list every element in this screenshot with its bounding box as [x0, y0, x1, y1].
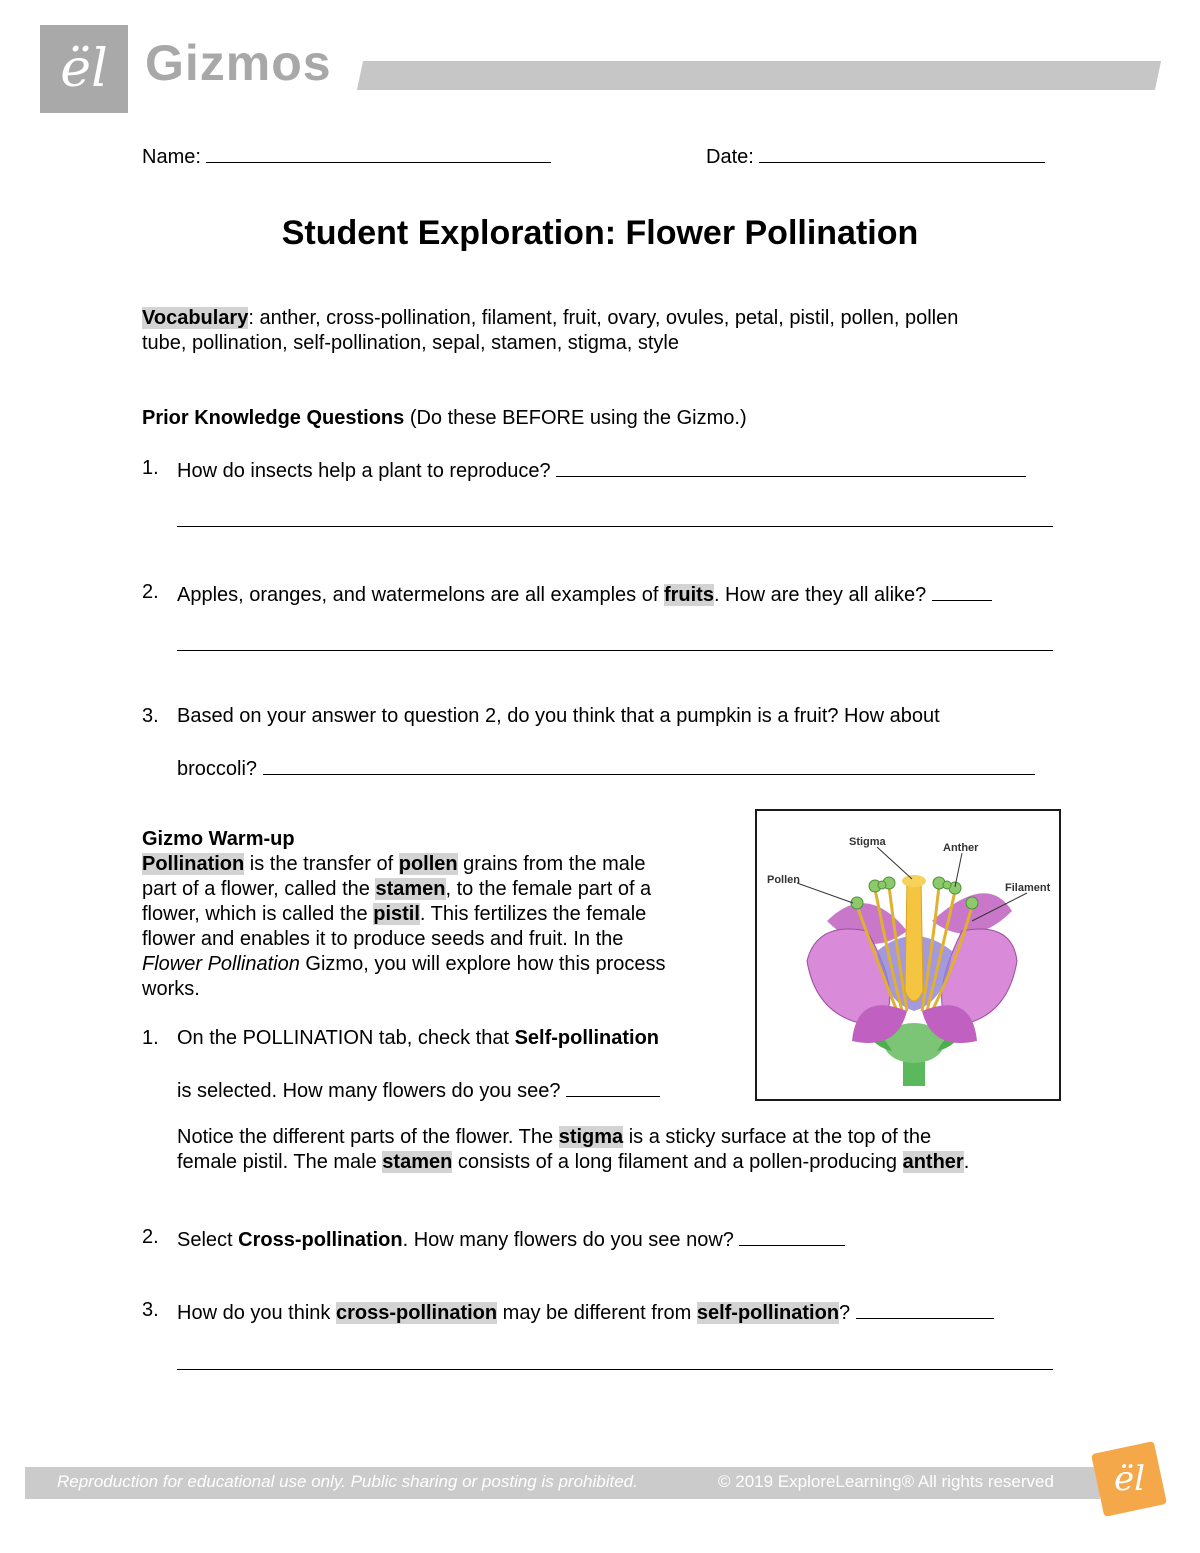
date-field	[706, 142, 1045, 170]
warmup-q3-text-b: may be different from	[497, 1302, 697, 1324]
vocabulary-section	[142, 306, 1062, 356]
warmup-q1-line-1	[177, 1026, 659, 1051]
warmup-q3-hl-self: self-pollination	[696, 1302, 840, 1324]
warmup-text: is the transfer of	[244, 853, 399, 875]
date-line[interactable]	[759, 142, 1045, 163]
warmup-hl-pistil: pistil	[373, 903, 420, 925]
stigma	[902, 875, 926, 887]
prior-q2-highlight: fruits	[663, 584, 714, 606]
prior-q3-line-1: Based on your answer to question 2, do you think that a pumpkin is a fruit? How about	[177, 705, 940, 727]
warmup-line-6: works.	[142, 978, 200, 1000]
warmup-q3-hl-cross: cross-pollination	[335, 1302, 498, 1324]
prior-q3-line-2	[177, 754, 1035, 782]
prior-q2-answer-line[interactable]	[932, 580, 992, 601]
footer-logo	[1091, 1441, 1167, 1517]
warmup-q1-answer-line[interactable]	[566, 1076, 660, 1097]
notice-hl-stigma: stigma	[558, 1126, 624, 1148]
notice-text: Notice the different parts of the flower. The	[177, 1126, 559, 1148]
name-label: Name:	[142, 146, 201, 168]
warmup-q3-text-c: ?	[839, 1302, 851, 1324]
warmup-q2	[177, 1225, 845, 1253]
explorelearning-logo	[40, 25, 128, 113]
warmup-heading: Gizmo Warm-up	[142, 828, 295, 850]
warmup-text: part of a flower, called the	[142, 878, 376, 900]
logo-text: ël	[60, 39, 108, 99]
warmup-text: , to the female part of a	[445, 878, 652, 900]
notice-line-2	[177, 1150, 1077, 1175]
prior-q2-text-b: . How are they all alike?	[713, 584, 927, 606]
notice-hl-stamen: stamen	[382, 1151, 453, 1173]
label-anther: Anther	[943, 842, 979, 854]
date-label: Date:	[706, 146, 754, 168]
warmup-q1-text-a: On the POLLINATION tab, check that	[177, 1027, 515, 1049]
prior-knowledge-heading	[142, 406, 747, 431]
warmup-text: . This fertilizes the female	[419, 903, 647, 925]
prior-q3-answer-line[interactable]	[263, 754, 1035, 775]
prior-q3-text-2: broccoli?	[177, 758, 258, 780]
name-line[interactable]	[206, 142, 551, 163]
prior-heading-text: Prior Knowledge Questions	[142, 407, 405, 429]
footer-logo-text: ël	[1113, 1459, 1145, 1499]
prior-q1-number: 1.	[142, 457, 159, 479]
warmup-line-2	[142, 877, 742, 902]
warmup-q2-cross-pollination: Cross-pollination	[238, 1229, 403, 1251]
warmup-q1-text-c: is selected. How many flowers do you see?	[177, 1080, 561, 1102]
warmup-gizmo-name: Flower Pollination	[142, 953, 300, 975]
warmup-line-3	[142, 902, 742, 927]
flower-illustration	[757, 811, 1059, 1099]
prior-q2-text-a: Apples, oranges, and watermelons are all examples of	[177, 584, 664, 606]
header-bar	[357, 61, 1161, 90]
warmup-q2-number: 2.	[142, 1226, 159, 1248]
footer-notice: Reproduction for educational use only. Public sharing or posting is prohibited.	[57, 1472, 638, 1491]
vocabulary-line-2: tube, pollination, self-pollination, sepal, stamen, stigma, style	[142, 332, 679, 354]
warmup-q1-line-2	[177, 1076, 660, 1104]
prior-q1-text: How do insects help a plant to reproduce?	[177, 460, 551, 482]
warmup-hl-pollination: Pollination	[142, 853, 245, 875]
warmup-q3-number: 3.	[142, 1299, 159, 1321]
flower-diagram	[755, 809, 1061, 1101]
notice-text: female pistil. The male	[177, 1151, 383, 1173]
warmup-q1-self-pollination: Self-pollination	[514, 1027, 659, 1049]
prior-q1	[177, 456, 1026, 484]
warmup-q3-answer-line[interactable]	[856, 1298, 994, 1319]
warmup-q3	[177, 1298, 994, 1326]
prior-note: (Do these BEFORE using the Gizmo.)	[404, 407, 747, 429]
prior-q1-answer-line-2[interactable]	[177, 526, 1053, 527]
warmup-q2-text-c: . How many flowers do you see now?	[402, 1229, 734, 1251]
warmup-q3-answer-line-2[interactable]	[177, 1369, 1053, 1370]
prior-q3-number: 3.	[142, 705, 159, 727]
vocabulary-line-1	[142, 306, 1062, 331]
notice-text: .	[963, 1151, 970, 1173]
warmup-line-4: flower and enables it to produce seeds and fruit. In the	[142, 928, 624, 950]
footer-copyright: © 2019 ExploreLearning® All rights reserved	[718, 1472, 1054, 1491]
brand-name: Gizmos	[145, 35, 332, 91]
notice-text: consists of a long filament and a pollen-producing	[452, 1151, 903, 1173]
notice-hl-anther: anther	[902, 1151, 964, 1173]
warmup-hl-pollen: pollen	[398, 853, 458, 875]
warmup-line-1	[142, 852, 742, 877]
warmup-text: flower, which is called the	[142, 903, 374, 925]
warmup-q2-text-a: Select	[177, 1229, 239, 1251]
warmup-q3-text-a: How do you think	[177, 1302, 336, 1324]
label-pollen: Pollen	[767, 874, 801, 886]
warmup-hl-stamen: stamen	[375, 878, 446, 900]
label-stigma: Stigma	[849, 836, 886, 848]
name-field	[142, 142, 551, 170]
notice-line-1	[177, 1125, 1077, 1150]
prior-q2-answer-line-2[interactable]	[177, 650, 1053, 651]
pistil-style	[905, 881, 923, 1001]
prior-q2-number: 2.	[142, 581, 159, 603]
vocabulary-label: Vocabulary	[142, 307, 249, 329]
warmup-text: Gizmo, you will explore how this process	[299, 953, 666, 975]
prior-q1-answer-line[interactable]	[556, 456, 1026, 477]
warmup-text: grains from the male	[457, 853, 646, 875]
warmup-paragraph	[142, 827, 742, 1002]
notice-text: is a sticky surface at the top of the	[623, 1126, 932, 1148]
warmup-q1-number: 1.	[142, 1027, 159, 1049]
warmup-q2-answer-line[interactable]	[739, 1225, 845, 1246]
warmup-line-5	[142, 952, 742, 977]
page-title: Student Exploration: Flower Pollination	[281, 214, 919, 252]
prior-q2	[177, 580, 992, 608]
vocabulary-terms-1: : anther, cross-pollination, filament, fruit, ovary, ovules, petal, pistil, pollen, pollen	[248, 307, 959, 329]
label-filament: Filament	[1005, 882, 1051, 894]
warmup-notice	[177, 1125, 1077, 1175]
